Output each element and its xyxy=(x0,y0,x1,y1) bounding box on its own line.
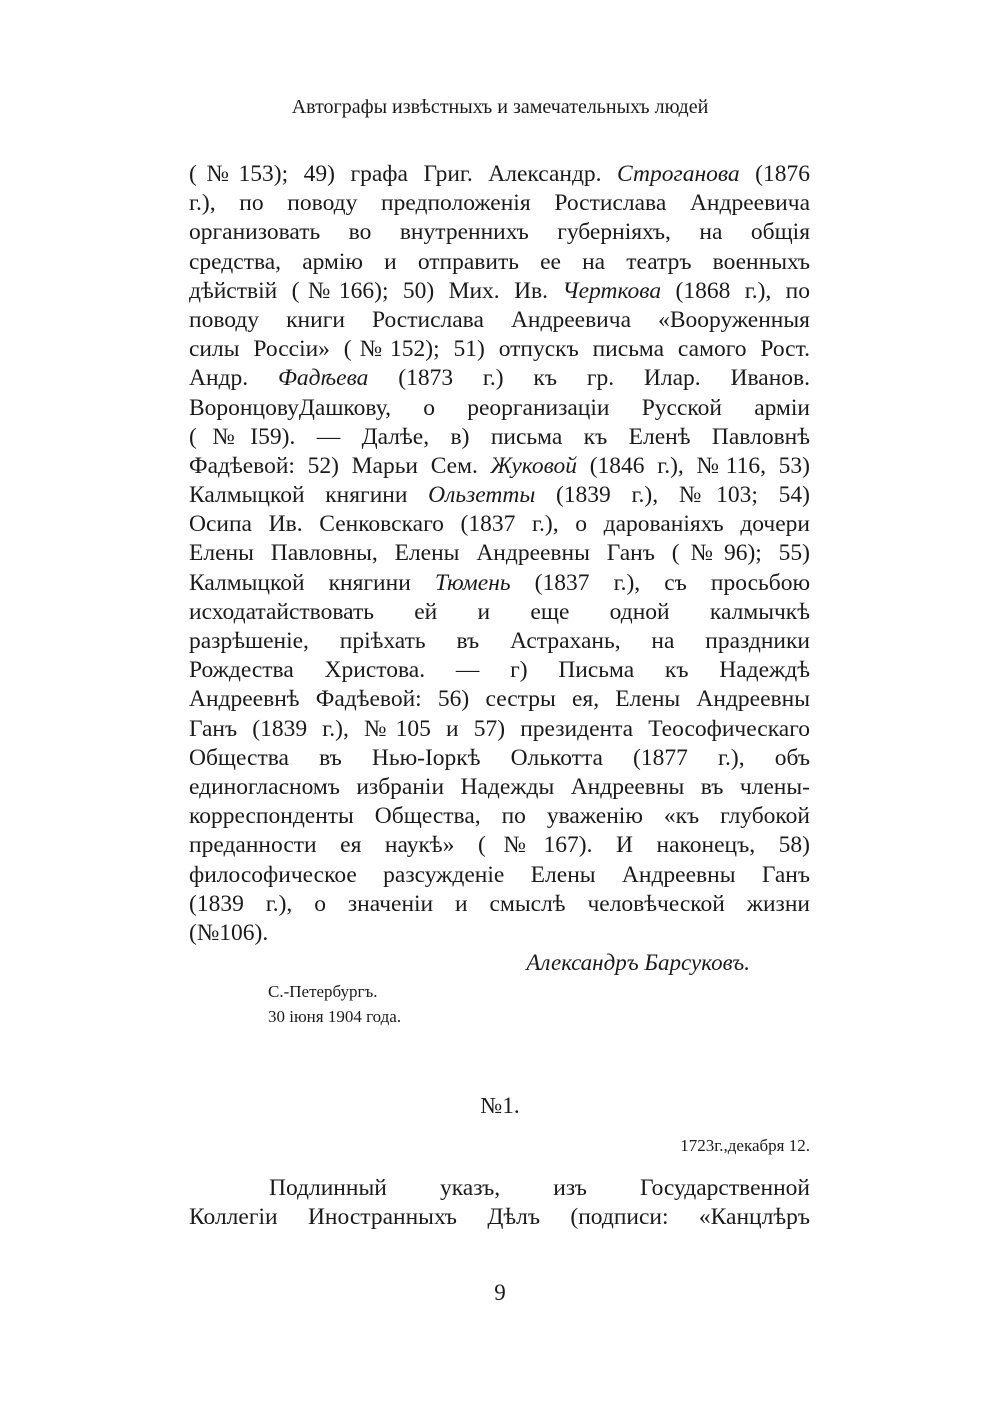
text-segment: (№106). xyxy=(189,919,269,946)
body-text xyxy=(189,160,810,948)
text-segment: Андр. xyxy=(189,365,278,392)
text-segment: (1846 г.), №116, 53) xyxy=(577,452,810,479)
text-line xyxy=(189,685,810,714)
text-line xyxy=(189,306,810,335)
text-line xyxy=(189,160,810,189)
text-segment: (№I59). — Далѣе, в) письма къ Еленѣ Павловнѣ xyxy=(189,423,810,450)
text-segment: организовать во внутреннихъ губерніяхъ, на общія xyxy=(189,219,810,246)
place-date: 30 іюня 1904 года. xyxy=(268,1007,402,1026)
page-number: 9 xyxy=(494,1280,506,1305)
text-segment: исходатайствовать ей и еще одной калмычкѣ xyxy=(189,598,810,625)
text-segment: Ганъ (1839 г.), №105 и 57) президента Теософическаго xyxy=(189,715,810,742)
text-line xyxy=(189,656,810,685)
italic-name: Тюмень xyxy=(434,569,511,596)
italic-name: Черткова xyxy=(562,277,662,304)
text-line xyxy=(189,189,810,218)
text-segment: Елены Павловны, Елены Андреевны Ганъ (№96); 55) xyxy=(189,540,810,567)
italic-name: Строганова xyxy=(617,161,740,187)
text-segment: (1876 xyxy=(739,161,810,187)
text-segment: Рождества Христова. — г) Письма къ Надеждѣ xyxy=(189,657,810,684)
italic-name: Жуковой xyxy=(490,452,578,479)
text-line xyxy=(189,773,810,802)
document-number: №1. xyxy=(480,1093,520,1118)
text-line xyxy=(189,218,810,247)
text-line xyxy=(189,1174,810,1203)
text-line xyxy=(189,744,810,773)
text-segment: философическое разсужденіе Елены Андреевны Ганъ xyxy=(189,861,810,888)
text-line xyxy=(189,861,810,890)
text-segment: силы Россіи» (№152); 51) отпускъ письма самого Рост. xyxy=(189,336,810,363)
text-segment: Калмыцкой княгини xyxy=(189,482,429,509)
text-line xyxy=(189,802,810,831)
running-header: Автографы извѣстныхъ и замечательныхъ людей xyxy=(291,96,709,118)
text-segment: Андреевнѣ Фадѣевой: 56) сестры ея, Елены Андреевны xyxy=(189,686,810,713)
italic-name: Фадѣева xyxy=(277,365,369,392)
text-segment: дѣйствій (№166); 50) Мих. Ив. xyxy=(189,277,563,304)
text-line xyxy=(189,598,810,627)
text-segment: (1868 г.), по xyxy=(661,277,810,304)
text-line xyxy=(189,248,810,277)
text-segment: Калмыцкой княгини xyxy=(189,569,435,596)
text-line xyxy=(189,890,810,919)
text-segment: (1873 г.) къ гр. Илар. Иванов. xyxy=(368,365,810,392)
text-segment: г.), по поводу предположенія Ростислава Андреевича xyxy=(189,190,810,217)
text-segment: преданности ея наукѣ» (№167). И наконецъ, 58) xyxy=(189,832,810,859)
text-line xyxy=(189,510,810,539)
text-line xyxy=(189,452,810,481)
text-line xyxy=(189,481,810,510)
text-line xyxy=(189,569,810,598)
place: С.-Петербургъ. xyxy=(268,982,378,1001)
text-line xyxy=(189,394,810,423)
text-line xyxy=(189,627,810,656)
text-segment: (1837 г.), съ просьбою xyxy=(510,569,811,596)
text-segment: разрѣшеніе, пріѣхать въ Астрахань, на праздники xyxy=(189,628,810,654)
signature: Александръ Барсуковъ. xyxy=(526,950,750,975)
text-line xyxy=(189,423,810,452)
text-segment: Коллегіи Иностранныхъ Дѣлъ (подписи: «Канцлѣръ xyxy=(189,1204,810,1231)
text-segment: поводу книги Ростислава Андреевича «Вооруженныя xyxy=(189,306,810,333)
text-segment: Подлинный указъ, изъ Государственной xyxy=(269,1175,810,1201)
text-segment: ВоронцовуДашкову, о реорганизаціи Русской арміи xyxy=(189,394,810,421)
text-segment: (1839 г.), о значеніи и смыслѣ человѣческой жизни xyxy=(189,890,810,917)
text-segment: Осипа Ив. Сенковскаго (1837 г.), о дарованіяхъ дочери xyxy=(189,511,810,538)
text-line xyxy=(189,715,810,744)
text-line xyxy=(189,364,810,393)
text-line xyxy=(189,919,810,948)
document-text xyxy=(189,1174,810,1232)
text-segment: Фадѣевой: 52) Марьи Сем. xyxy=(189,452,491,479)
text-segment: средства, армію и отправить ее на театръ военныхъ xyxy=(189,248,810,275)
text-line xyxy=(189,335,810,364)
text-segment: (№153); 49) графа Григ. Александр. xyxy=(189,161,618,187)
text-segment: Общества въ Нью-Іоркѣ Олькотта (1877 г.), объ xyxy=(189,744,810,771)
text-segment: единогласномъ избраніи Надежды Андреевны въ члены- xyxy=(189,773,810,800)
text-segment: корреспонденты Общества, по уваженію «къ глубокой xyxy=(189,803,810,830)
text-line xyxy=(189,831,810,860)
text-line xyxy=(189,1203,810,1232)
text-line xyxy=(189,539,810,568)
text-line xyxy=(189,277,810,306)
document-date: 1723г.,декабря 12. xyxy=(680,1136,810,1155)
text-segment: (1839 г.), №103; 54) xyxy=(535,482,810,509)
italic-name: Ользетты xyxy=(428,482,536,509)
